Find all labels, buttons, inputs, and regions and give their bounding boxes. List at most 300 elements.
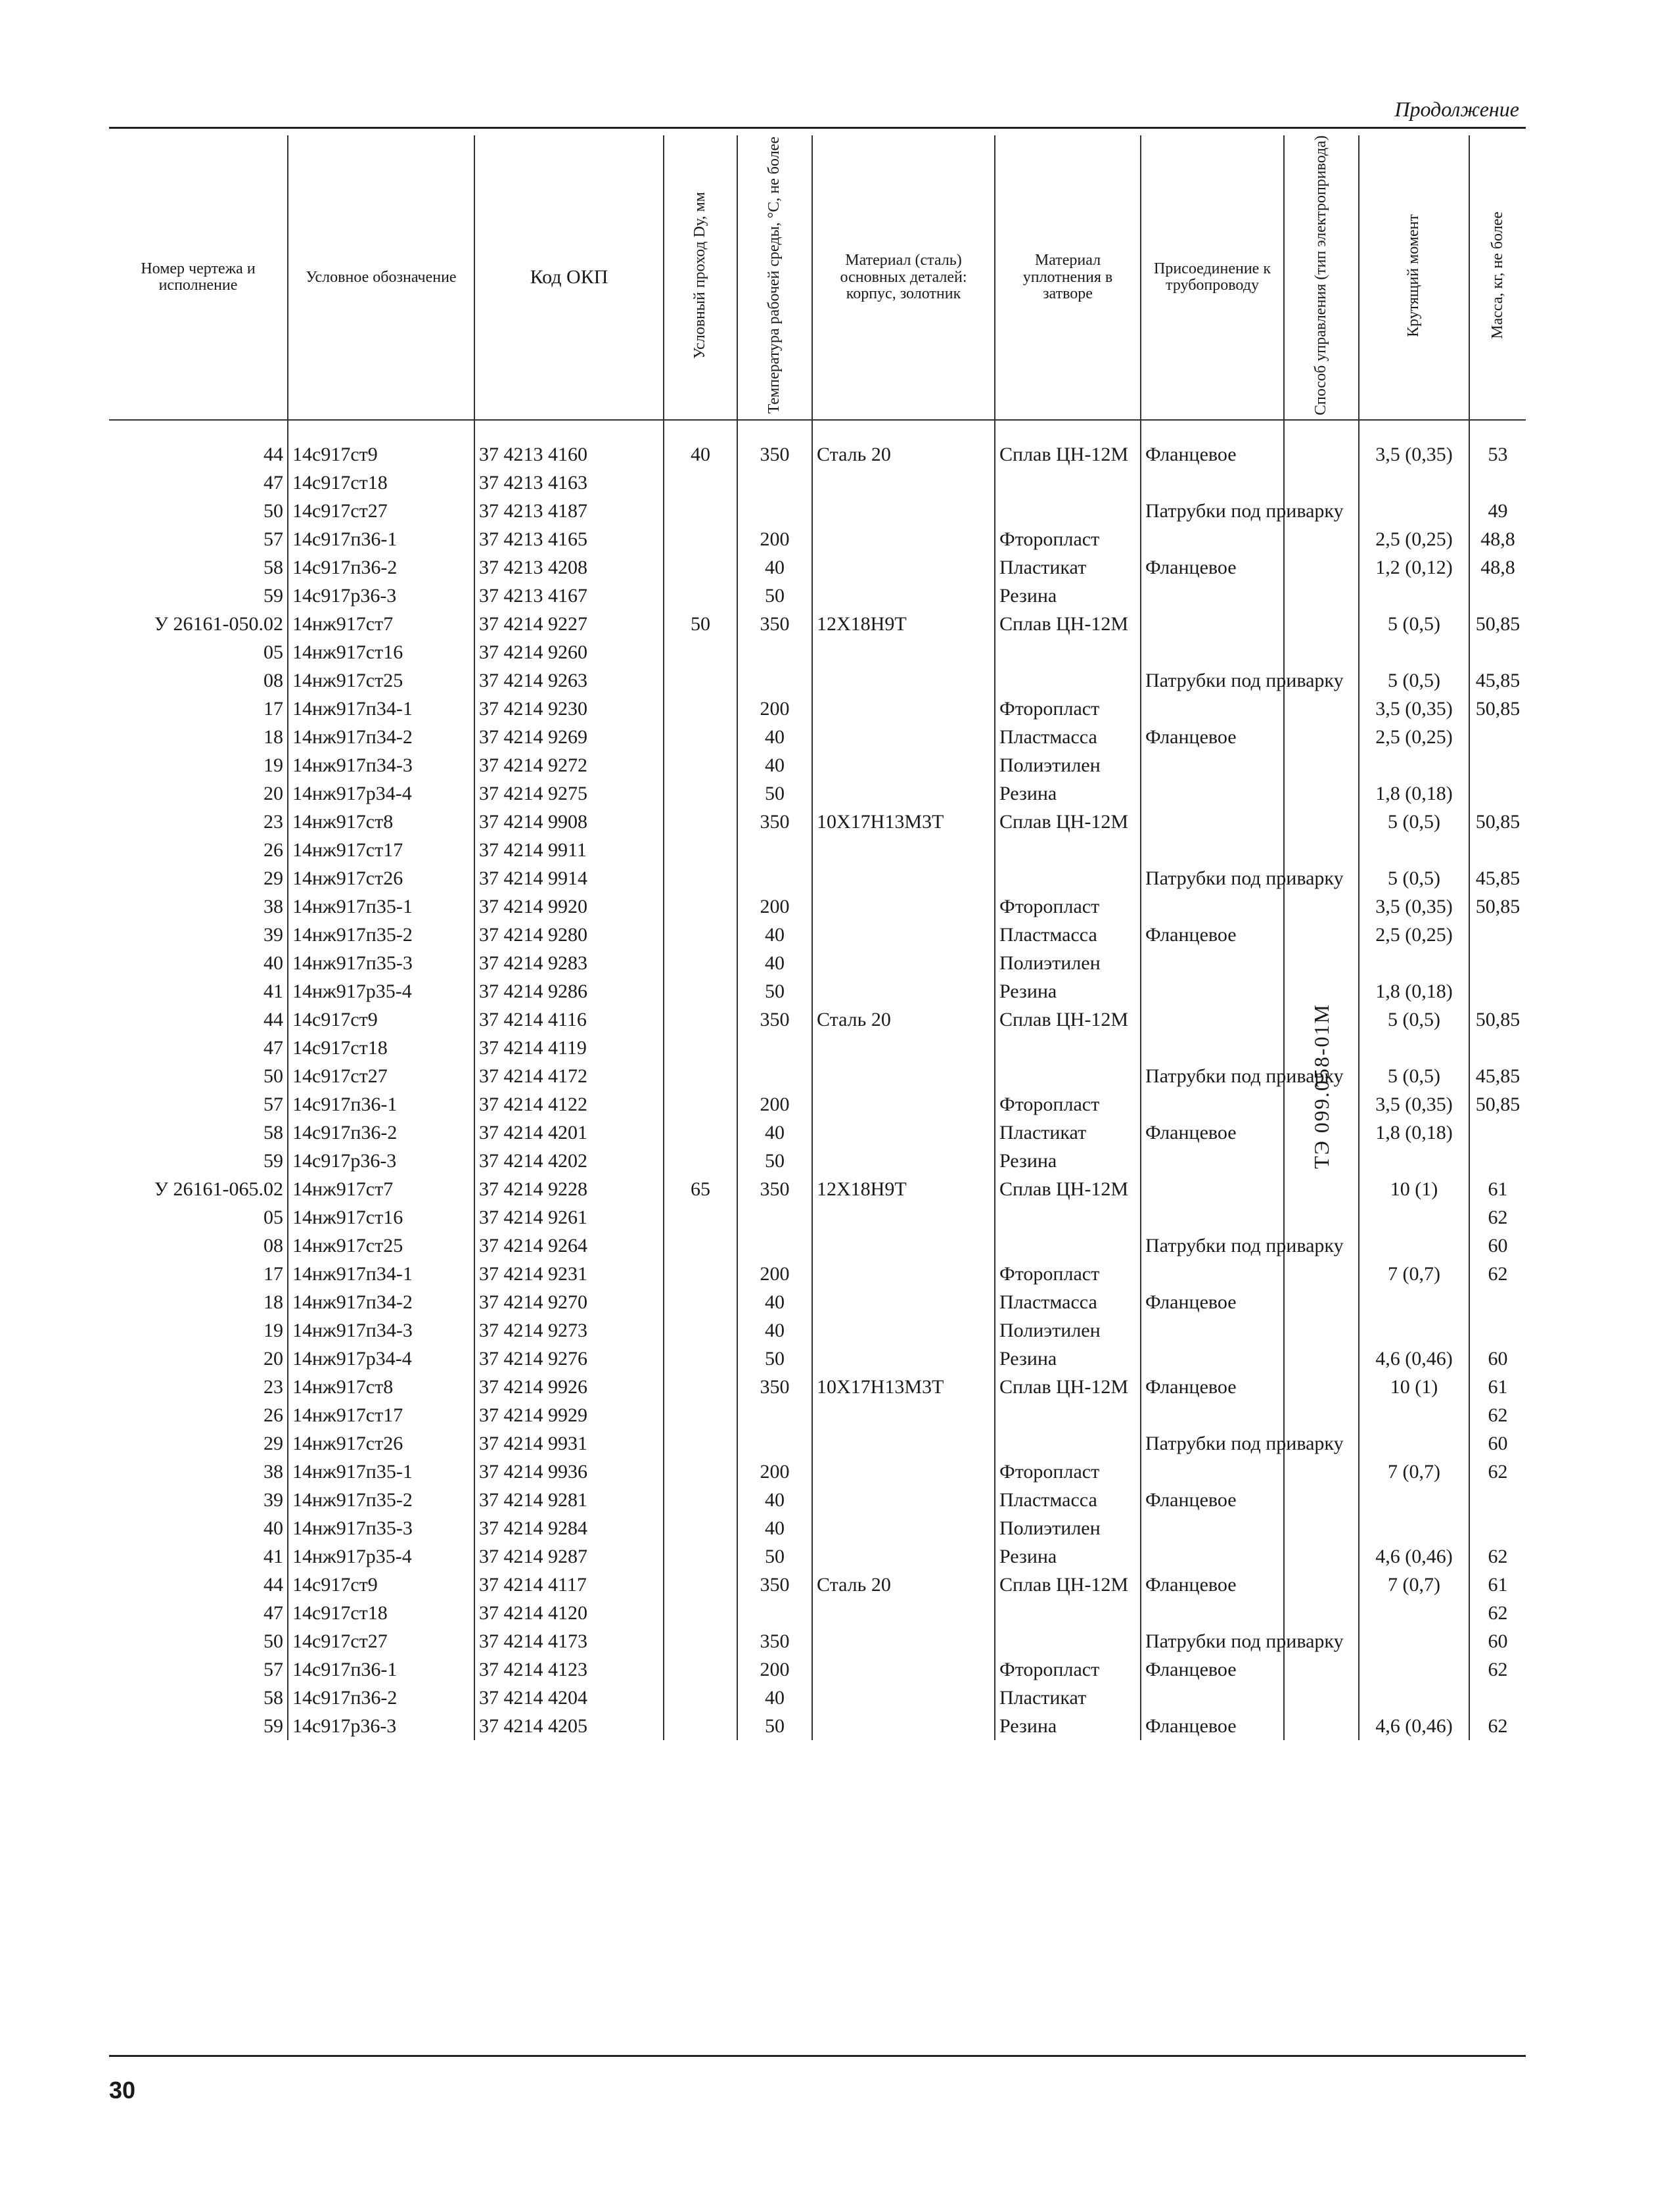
cell-temperature: 50 xyxy=(737,779,812,808)
cell-temperature xyxy=(737,1232,812,1260)
cell-seal-material: Пластмасса xyxy=(995,1486,1141,1514)
cell-designation: 14с917п36-1 xyxy=(288,525,474,553)
cell-drawing-number: У 26161-050.02 xyxy=(154,613,283,635)
cell-temperature: 40 xyxy=(737,1316,812,1345)
cell-temperature xyxy=(737,1599,812,1627)
cell-seal-material: Полиэтилен xyxy=(995,949,1141,977)
cell-nominal-bore xyxy=(664,1458,737,1486)
cell-okp-code: 37 4213 4167 xyxy=(474,582,664,610)
table-row xyxy=(109,1232,1526,1260)
cell-body-material xyxy=(812,1118,995,1147)
cell-designation: 14нж917ст17 xyxy=(288,1401,474,1429)
cell-okp-code: 37 4214 9926 xyxy=(474,1373,664,1401)
cell-seal-material: Резина xyxy=(995,1147,1141,1175)
cell-designation: 14нж917ст8 xyxy=(288,808,474,836)
cell-mass xyxy=(1469,1147,1526,1175)
cell-connection xyxy=(1141,1005,1284,1034)
cell-designation: 14нж917ст16 xyxy=(288,638,474,666)
cell-nominal-bore xyxy=(664,1542,737,1571)
cell-okp-code: 37 4214 9228 xyxy=(474,1175,664,1203)
cell-drawing-number: 44 xyxy=(263,444,283,466)
cell-mass xyxy=(1469,1118,1526,1147)
cell-drawing-number: 17 xyxy=(263,698,283,720)
cell-torque: 3,5 (0,35) xyxy=(1359,440,1469,469)
cell-torque xyxy=(1359,1684,1469,1712)
cell-drawing-number: 19 xyxy=(263,1320,283,1342)
cell-temperature: 40 xyxy=(737,1486,812,1514)
cell-torque xyxy=(1359,582,1469,610)
cell-connection xyxy=(1141,1034,1284,1062)
cell-okp-code: 37 4214 4117 xyxy=(474,1571,664,1599)
cell-seal-material: Пластикат xyxy=(995,553,1141,582)
cell-connection: Патрубки под приварку xyxy=(1141,1062,1284,1090)
cell-connection: Патрубки под приварку xyxy=(1141,666,1284,695)
cell-nominal-bore xyxy=(664,497,737,525)
cell-mass xyxy=(1469,582,1526,610)
cell-drawing-number: 38 xyxy=(263,1461,283,1483)
cell-connection xyxy=(1141,695,1284,723)
cell-okp-code: 37 4214 9283 xyxy=(474,949,664,977)
cell-seal-material: Пластмасса xyxy=(995,921,1141,949)
cell-drawing-number: 05 xyxy=(263,1207,283,1229)
cell-mass: 50,85 xyxy=(1469,1090,1526,1118)
cell-seal-material: Резина xyxy=(995,1542,1141,1571)
cell-torque: 1,8 (0,18) xyxy=(1359,1118,1469,1147)
cell-designation: 14с917ст27 xyxy=(288,1062,474,1090)
cell-connection xyxy=(1141,582,1284,610)
cell-drawing-number: 39 xyxy=(263,1489,283,1511)
cell-mass: 50,85 xyxy=(1469,695,1526,723)
cell-connection xyxy=(1141,779,1284,808)
cell-designation: 14с917ст27 xyxy=(288,497,474,525)
cell-connection xyxy=(1141,638,1284,666)
cell-connection xyxy=(1141,1542,1284,1571)
header-nominal-bore: Условный проход Dу, мм xyxy=(664,135,737,420)
cell-mass: 60 xyxy=(1469,1429,1526,1458)
cell-connection xyxy=(1141,1316,1284,1345)
cell-seal-material: Сплав ЦН-12М xyxy=(995,808,1141,836)
cell-drawing-number: 44 xyxy=(263,1009,283,1031)
cell-seal-material xyxy=(995,1401,1141,1429)
cell-connection xyxy=(1141,610,1284,638)
cell-body-material xyxy=(812,1458,995,1486)
cell-designation: 14нж917ст17 xyxy=(288,836,474,864)
cell-designation: 14нж917р34-4 xyxy=(288,1345,474,1373)
cell-seal-material: Пластикат xyxy=(995,1684,1141,1712)
cell-torque: 1,8 (0,18) xyxy=(1359,779,1469,808)
cell-drawing-number: 17 xyxy=(263,1263,283,1285)
cell-okp-code: 37 4214 4172 xyxy=(474,1062,664,1090)
cell-nominal-bore xyxy=(664,666,737,695)
cell-temperature: 40 xyxy=(737,1684,812,1712)
cell-designation: 14с917ст18 xyxy=(288,1599,474,1627)
cell-okp-code: 37 4214 9231 xyxy=(474,1260,664,1288)
cell-mass xyxy=(1469,1316,1526,1345)
cell-drawing-number: 08 xyxy=(263,1235,283,1257)
cell-body-material xyxy=(812,666,995,695)
cell-body-material xyxy=(812,1627,995,1655)
cell-mass xyxy=(1469,1486,1526,1514)
cell-mass: 50,85 xyxy=(1469,1005,1526,1034)
cell-temperature: 350 xyxy=(737,440,812,469)
cell-mass: 62 xyxy=(1469,1542,1526,1571)
cell-temperature: 350 xyxy=(737,808,812,836)
cell-connection xyxy=(1141,1345,1284,1373)
cell-body-material xyxy=(812,1147,995,1175)
cell-torque: 5 (0,5) xyxy=(1359,1062,1469,1090)
cell-seal-material: Фторопласт xyxy=(995,1458,1141,1486)
cell-nominal-bore: 40 xyxy=(664,440,737,469)
cell-temperature xyxy=(737,1429,812,1458)
cell-okp-code: 37 4214 4122 xyxy=(474,1090,664,1118)
cell-body-material xyxy=(812,1345,995,1373)
cell-connection: Патрубки под приварку xyxy=(1141,497,1284,525)
header-temperature: Температура рабочей среды, °С, не более xyxy=(737,135,812,420)
cell-body-material xyxy=(812,525,995,553)
header-seal-material: Материал уплотнения в затворе xyxy=(995,135,1141,420)
bottom-rule xyxy=(109,2055,1526,2057)
cell-nominal-bore xyxy=(664,949,737,977)
cell-body-material: 10Х17Н13М3Т xyxy=(812,1373,995,1401)
cell-okp-code: 37 4214 9273 xyxy=(474,1316,664,1345)
cell-temperature xyxy=(737,836,812,864)
cell-drawing-number: 58 xyxy=(263,1687,283,1709)
cell-drawing-number: 57 xyxy=(263,528,283,551)
cell-temperature: 350 xyxy=(737,1571,812,1599)
cell-drawing-number: 50 xyxy=(263,1065,283,1088)
cell-body-material xyxy=(812,1062,995,1090)
cell-torque xyxy=(1359,1627,1469,1655)
cell-mass xyxy=(1469,1034,1526,1062)
cell-torque: 5 (0,5) xyxy=(1359,666,1469,695)
cell-seal-material: Резина xyxy=(995,779,1141,808)
header-torque: Крутящий момент xyxy=(1359,135,1469,420)
cell-seal-material: Резина xyxy=(995,1345,1141,1373)
cell-nominal-bore xyxy=(664,553,737,582)
cell-drawing-number: 05 xyxy=(263,641,283,664)
cell-nominal-bore xyxy=(664,723,737,751)
cell-connection: Патрубки под приварку xyxy=(1141,1429,1284,1458)
cell-designation: 14с917ст18 xyxy=(288,1034,474,1062)
cell-nominal-bore xyxy=(664,695,737,723)
cell-designation: 14нж917ст7 xyxy=(288,1175,474,1203)
cell-torque: 10 (1) xyxy=(1359,1373,1469,1401)
cell-connection xyxy=(1141,977,1284,1005)
cell-temperature: 200 xyxy=(737,1260,812,1288)
cell-body-material xyxy=(812,695,995,723)
cell-okp-code: 37 4213 4160 xyxy=(474,440,664,469)
cell-temperature: 40 xyxy=(737,1118,812,1147)
cell-torque: 2,5 (0,25) xyxy=(1359,525,1469,553)
cell-temperature xyxy=(737,497,812,525)
cell-temperature: 40 xyxy=(737,949,812,977)
cell-body-material: Сталь 20 xyxy=(812,1005,995,1034)
cell-temperature: 50 xyxy=(737,582,812,610)
cell-drawing-number: 58 xyxy=(263,1122,283,1144)
cell-connection: Фланцевое xyxy=(1141,1288,1284,1316)
cell-designation: 14с917ст9 xyxy=(288,1571,474,1599)
cell-seal-material: Сплав ЦН-12М xyxy=(995,440,1141,469)
cell-torque xyxy=(1359,1401,1469,1429)
cell-body-material xyxy=(812,977,995,1005)
cell-torque: 3,5 (0,35) xyxy=(1359,892,1469,921)
cell-mass xyxy=(1469,977,1526,1005)
cell-body-material xyxy=(812,1712,995,1740)
cell-connection xyxy=(1141,949,1284,977)
cell-drawing-number: 18 xyxy=(263,1291,283,1314)
cell-okp-code: 37 4214 9261 xyxy=(474,1203,664,1232)
cell-temperature: 350 xyxy=(737,1627,812,1655)
cell-designation: 14нж917п34-2 xyxy=(288,723,474,751)
cell-okp-code: 37 4214 9275 xyxy=(474,779,664,808)
cell-drawing-number: 20 xyxy=(263,783,283,805)
cell-torque: 10 (1) xyxy=(1359,1175,1469,1203)
cell-seal-material: Фторопласт xyxy=(995,695,1141,723)
cell-okp-code: 37 4214 4205 xyxy=(474,1712,664,1740)
cell-body-material xyxy=(812,469,995,497)
cell-designation: 14с917ст18 xyxy=(288,469,474,497)
cell-nominal-bore xyxy=(664,977,737,1005)
cell-body-material xyxy=(812,1401,995,1429)
cell-drawing-number: 58 xyxy=(263,557,283,579)
cell-temperature: 200 xyxy=(737,1655,812,1684)
cell-nominal-bore xyxy=(664,808,737,836)
cell-mass: 61 xyxy=(1469,1175,1526,1203)
cell-designation: 14нж917п35-3 xyxy=(288,949,474,977)
cell-mass xyxy=(1469,836,1526,864)
cell-okp-code: 37 4213 4208 xyxy=(474,553,664,582)
cell-torque xyxy=(1359,1232,1469,1260)
cell-nominal-bore xyxy=(664,864,737,892)
cell-body-material xyxy=(812,1316,995,1345)
cell-connection xyxy=(1141,1147,1284,1175)
cell-designation: 14нж917р35-4 xyxy=(288,977,474,1005)
cell-temperature: 40 xyxy=(737,1514,812,1542)
cell-okp-code: 37 4214 9269 xyxy=(474,723,664,751)
cell-connection: Патрубки под приварку xyxy=(1141,864,1284,892)
cell-mass: 48,8 xyxy=(1469,553,1526,582)
cell-nominal-bore xyxy=(664,1288,737,1316)
cell-temperature xyxy=(737,469,812,497)
cell-nominal-bore xyxy=(664,1232,737,1260)
cell-body-material xyxy=(812,1034,995,1062)
cell-temperature: 350 xyxy=(737,1175,812,1203)
table-header-row xyxy=(109,135,1526,420)
cell-nominal-bore xyxy=(664,1090,737,1118)
cell-seal-material xyxy=(995,1627,1141,1655)
table-body xyxy=(109,420,1526,1740)
cell-body-material xyxy=(812,497,995,525)
cell-okp-code: 37 4214 9287 xyxy=(474,1542,664,1571)
cell-mass xyxy=(1469,1288,1526,1316)
cell-nominal-bore xyxy=(664,1203,737,1232)
cell-body-material xyxy=(812,1486,995,1514)
cell-designation: 14с917р36-3 xyxy=(288,582,474,610)
cell-mass: 48,8 xyxy=(1469,525,1526,553)
cell-torque: 5 (0,5) xyxy=(1359,864,1469,892)
cell-temperature: 200 xyxy=(737,695,812,723)
cell-temperature: 200 xyxy=(737,525,812,553)
cell-body-material xyxy=(812,723,995,751)
cell-connection xyxy=(1141,1175,1284,1203)
cell-okp-code: 37 4214 9272 xyxy=(474,751,664,779)
cell-temperature: 350 xyxy=(737,1005,812,1034)
cell-seal-material: Сплав ЦН-12М xyxy=(995,1005,1141,1034)
cell-temperature: 350 xyxy=(737,610,812,638)
cell-torque xyxy=(1359,751,1469,779)
cell-nominal-bore xyxy=(664,1486,737,1514)
cell-nominal-bore: 50 xyxy=(664,610,737,638)
cell-okp-code: 37 4214 9931 xyxy=(474,1429,664,1458)
cell-nominal-bore xyxy=(664,1260,737,1288)
cell-mass xyxy=(1469,949,1526,977)
cell-body-material xyxy=(812,638,995,666)
cell-designation: 14нж917ст7 xyxy=(288,610,474,638)
cell-drawing-number: 39 xyxy=(263,924,283,946)
cell-designation: 14с917п36-2 xyxy=(288,553,474,582)
cell-designation: 14нж917ст25 xyxy=(288,666,474,695)
cell-connection: Фланцевое xyxy=(1141,1655,1284,1684)
cell-seal-material xyxy=(995,469,1141,497)
cell-designation: 14с917р36-3 xyxy=(288,1147,474,1175)
cell-temperature: 40 xyxy=(737,723,812,751)
cell-connection xyxy=(1141,751,1284,779)
cell-drawing-number: 40 xyxy=(263,952,283,975)
cell-drawing-number: 47 xyxy=(263,472,283,494)
cell-designation: 14нж917п35-2 xyxy=(288,1486,474,1514)
cell-designation: 14с917ст9 xyxy=(288,440,474,469)
cell-seal-material: Фторопласт xyxy=(995,1090,1141,1118)
cell-seal-material: Сплав ЦН-12М xyxy=(995,1175,1141,1203)
cell-drawing-number: 59 xyxy=(263,585,283,607)
cell-torque: 5 (0,5) xyxy=(1359,808,1469,836)
cell-body-material xyxy=(812,949,995,977)
cell-connection xyxy=(1141,1260,1284,1288)
cell-designation: 14с917ст27 xyxy=(288,1627,474,1655)
cell-body-material xyxy=(812,1514,995,1542)
cell-mass xyxy=(1469,469,1526,497)
cell-temperature: 200 xyxy=(737,892,812,921)
cell-torque: 3,5 (0,35) xyxy=(1359,695,1469,723)
cell-torque: 2,5 (0,25) xyxy=(1359,723,1469,751)
cell-designation: 14нж917ст8 xyxy=(288,1373,474,1401)
cell-okp-code: 37 4214 4204 xyxy=(474,1684,664,1712)
cell-designation: 14нж917ст26 xyxy=(288,864,474,892)
cell-okp-code: 37 4214 9920 xyxy=(474,892,664,921)
cell-mass xyxy=(1469,638,1526,666)
control-method-text: ТЭ 099.058-01М xyxy=(1309,1003,1333,1170)
cell-connection xyxy=(1141,1203,1284,1232)
cell-designation: 14нж917п34-3 xyxy=(288,1316,474,1345)
cell-drawing-number: 41 xyxy=(263,980,283,1003)
cell-connection: Фланцевое xyxy=(1141,1571,1284,1599)
cell-torque xyxy=(1359,1486,1469,1514)
cell-temperature: 200 xyxy=(737,1090,812,1118)
cell-control-method xyxy=(1284,440,1359,1740)
cell-okp-code: 37 4214 9911 xyxy=(474,836,664,864)
cell-torque: 2,5 (0,25) xyxy=(1359,921,1469,949)
cell-drawing-number: 23 xyxy=(263,811,283,833)
cell-mass xyxy=(1469,1514,1526,1542)
cell-temperature: 40 xyxy=(737,553,812,582)
cell-connection xyxy=(1141,892,1284,921)
cell-temperature: 50 xyxy=(737,977,812,1005)
cell-nominal-bore xyxy=(664,469,737,497)
cell-temperature xyxy=(737,1062,812,1090)
cell-connection xyxy=(1141,1514,1284,1542)
cell-mass xyxy=(1469,751,1526,779)
cell-mass: 62 xyxy=(1469,1401,1526,1429)
cell-designation: 14нж917ст26 xyxy=(288,1429,474,1458)
cell-torque: 7 (0,7) xyxy=(1359,1571,1469,1599)
cell-temperature xyxy=(737,1203,812,1232)
continuation-label: Продолжение xyxy=(1394,97,1519,121)
cell-okp-code: 37 4214 9914 xyxy=(474,864,664,892)
cell-okp-code: 37 4214 9263 xyxy=(474,666,664,695)
cell-mass xyxy=(1469,779,1526,808)
cell-okp-code: 37 4214 4201 xyxy=(474,1118,664,1147)
table-row xyxy=(109,440,1526,469)
cell-torque xyxy=(1359,836,1469,864)
cell-torque: 7 (0,7) xyxy=(1359,1458,1469,1486)
cell-nominal-bore xyxy=(664,1345,737,1373)
cell-mass xyxy=(1469,723,1526,751)
cell-connection xyxy=(1141,808,1284,836)
cell-okp-code: 37 4214 9908 xyxy=(474,808,664,836)
cell-mass: 61 xyxy=(1469,1373,1526,1401)
cell-mass xyxy=(1469,1684,1526,1712)
table-row xyxy=(109,497,1526,525)
cell-okp-code: 37 4214 4123 xyxy=(474,1655,664,1684)
cell-connection: Фланцевое xyxy=(1141,723,1284,751)
cell-body-material: Сталь 20 xyxy=(812,440,995,469)
cell-connection: Фланцевое xyxy=(1141,553,1284,582)
cell-torque xyxy=(1359,1599,1469,1627)
header-body-material: Материал (сталь) основных деталей: корпус, золотник xyxy=(812,135,995,420)
cell-seal-material xyxy=(995,666,1141,695)
cell-okp-code: 37 4213 4187 xyxy=(474,497,664,525)
cell-connection: Фланцевое xyxy=(1141,921,1284,949)
cell-connection xyxy=(1141,1090,1284,1118)
cell-okp-code: 37 4214 9284 xyxy=(474,1514,664,1542)
cell-seal-material: Пластмасса xyxy=(995,723,1141,751)
cell-temperature xyxy=(737,864,812,892)
cell-temperature xyxy=(737,638,812,666)
cell-drawing-number: 50 xyxy=(263,500,283,522)
cell-seal-material: Сплав ЦН-12М xyxy=(995,610,1141,638)
cell-body-material xyxy=(812,1599,995,1627)
cell-drawing-number: У 26161-065.02 xyxy=(154,1178,283,1201)
cell-drawing-number: 19 xyxy=(263,754,283,777)
cell-connection: Патрубки под приварку xyxy=(1141,1627,1284,1655)
cell-seal-material: Фторопласт xyxy=(995,1655,1141,1684)
cell-drawing-number: 26 xyxy=(263,1404,283,1427)
valve-spec-table xyxy=(109,135,1526,1740)
cell-nominal-bore xyxy=(664,1429,737,1458)
header-connection: Присоединение к трубопроводу xyxy=(1141,135,1284,420)
cell-temperature: 50 xyxy=(737,1712,812,1740)
cell-connection: Фланцевое xyxy=(1141,1712,1284,1740)
cell-nominal-bore xyxy=(664,1118,737,1147)
cell-nominal-bore xyxy=(664,1514,737,1542)
cell-seal-material: Полиэтилен xyxy=(995,1514,1141,1542)
cell-seal-material: Полиэтилен xyxy=(995,1316,1141,1345)
cell-mass: 62 xyxy=(1469,1599,1526,1627)
cell-connection xyxy=(1141,1401,1284,1429)
cell-drawing-number: 26 xyxy=(263,839,283,862)
cell-okp-code: 37 4213 4165 xyxy=(474,525,664,553)
cell-mass xyxy=(1469,921,1526,949)
